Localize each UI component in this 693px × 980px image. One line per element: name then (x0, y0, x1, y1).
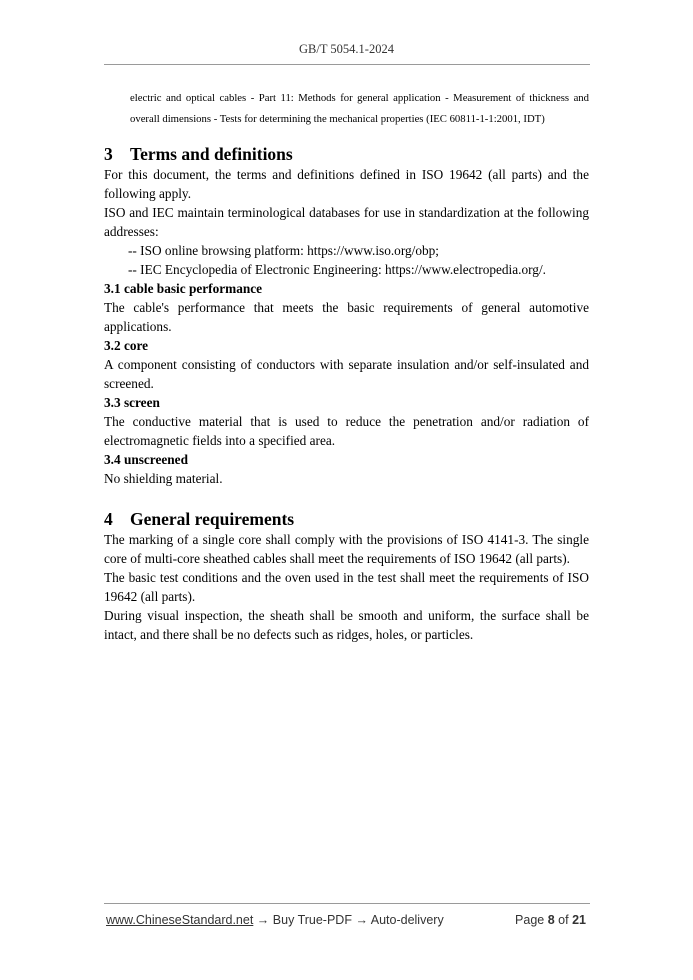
document-id-header: GB/T 5054.1-2024 (299, 42, 394, 56)
page-body (104, 88, 589, 644)
term-3-1-heading: 3.1 cable basic performance (104, 281, 263, 296)
auto-delivery-label: Auto-delivery (370, 913, 444, 927)
header-divider (104, 64, 590, 65)
section-3-title: Terms and definitions (130, 144, 293, 164)
page-indicator (515, 913, 586, 927)
total-pages: 21 (572, 913, 586, 927)
bullet-iso-obp: -- ISO online browsing platform: https://www.iso.org/obp; (128, 243, 439, 258)
term-3-1-definition: The cable's performance that meets the basic requirements of general automotive applications. (104, 300, 589, 334)
buy-true-pdf-label: Buy True-PDF (272, 913, 352, 927)
section-4-heading (104, 509, 589, 530)
section-3-heading (104, 144, 589, 165)
section-4-title: General requirements (130, 509, 295, 529)
section-4-paragraph-1: The marking of a single core shall comply with the provisions of ISO 4141-3. The single core of multi-core sheathed cables shall meet the requirements of ISO 19642 (all parts). (104, 532, 589, 566)
page-footer (106, 913, 586, 927)
term-3-4-heading: 3.4 unscreened (104, 452, 188, 467)
page-word: Page (515, 913, 545, 927)
normative-reference-continuation: electric and optical cables - Part 11: Methods for general application - Measurement of thickness and overall dimensions - Tests for determining the mechanical properties (IEC 60811-1-1:2001, IDT) (130, 92, 589, 125)
term-3-2-heading: 3.2 core (104, 338, 149, 353)
term-3-3-heading: 3.3 screen (104, 395, 160, 410)
of-word: of (558, 913, 569, 927)
arrow-right-icon: → (355, 913, 368, 927)
section-4-number: 4 (104, 509, 113, 529)
site-link[interactable]: www.ChineseStandard.net (106, 913, 254, 927)
section-3-number: 3 (104, 144, 113, 164)
arrow-right-icon: → (256, 913, 270, 927)
section-3-databases-intro: ISO and IEC maintain terminological databases for use in standardization at the following addresses: (104, 205, 589, 239)
bullet-iec-electropedia: -- IEC Encyclopedia of Electronic Engineering: https://www.electropedia.org/. (128, 262, 546, 277)
footer-links (106, 913, 444, 927)
term-3-4-definition: No shielding material. (104, 471, 223, 486)
footer-divider (104, 903, 590, 904)
section-4-paragraph-2: The basic test conditions and the oven used in the test shall meet the requirements of ISO 19642 (all parts). (104, 570, 589, 604)
term-3-3-definition: The conductive material that is used to reduce the penetration and/or radiation of electromagnetic fields into a specified area. (104, 414, 589, 448)
current-page-number: 8 (547, 913, 555, 927)
section-4-paragraph-3: During visual inspection, the sheath shall be smooth and uniform, the surface shall be intact, and there shall be no defects such as ridges, holes, or particles. (104, 608, 589, 642)
section-3-intro: For this document, the terms and definitions defined in ISO 19642 (all parts) and the following apply. (104, 167, 589, 201)
term-3-2-definition: A component consisting of conductors with separate insulation and/or self-insulated and screened. (104, 357, 589, 391)
